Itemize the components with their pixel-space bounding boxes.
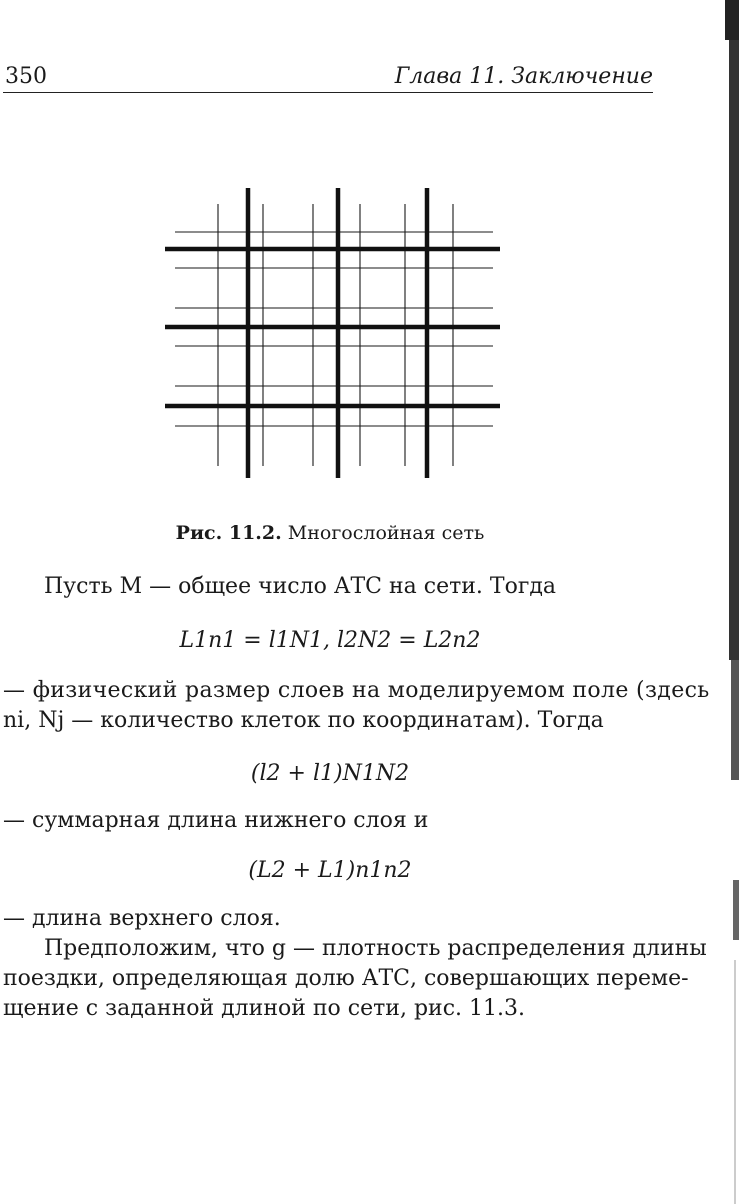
paragraph-5-line-3: щение с заданной длиной по сети, рис. 11.3. [3, 996, 525, 1021]
figure-caption [0, 522, 660, 544]
paragraph-2-line-2: ni, Nj — количество клеток по координатам). Тогда [3, 708, 604, 733]
formula-2: (l2 + l1)N1N2 [250, 761, 410, 786]
caption-label: Рис. 11.2. [175, 522, 282, 544]
paragraph-5-line-2: поездки, определяющая долю АТС, совершающих переме- [3, 966, 689, 991]
formula-3: (L2 + L1)n1n2 [248, 858, 412, 883]
paragraph-2-line-1: — физический размер слоев на моделируемом поле (здесь [3, 678, 710, 703]
thin-grid-lines [175, 204, 493, 466]
paragraph-1: Пусть M — общее число АТС на сети. Тогда [44, 574, 557, 599]
page-number: 350 [5, 64, 47, 89]
caption-text: Многослойная сеть [287, 522, 485, 544]
running-title: Глава 11. Заключение [394, 64, 653, 89]
paragraph-3: — суммарная длина нижнего слоя и [3, 808, 429, 833]
paragraph-4: — длина верхнего слоя. [3, 906, 281, 931]
formula-1: L1n1 = l1N1, l2N2 = L2n2 [179, 628, 481, 653]
page-header [3, 62, 653, 93]
scan-binding-shadow [711, 0, 739, 1204]
multilayer-grid-figure [163, 186, 503, 481]
paragraph-5-line-1: Предположим, что g — плотность распределения длины [44, 936, 707, 961]
